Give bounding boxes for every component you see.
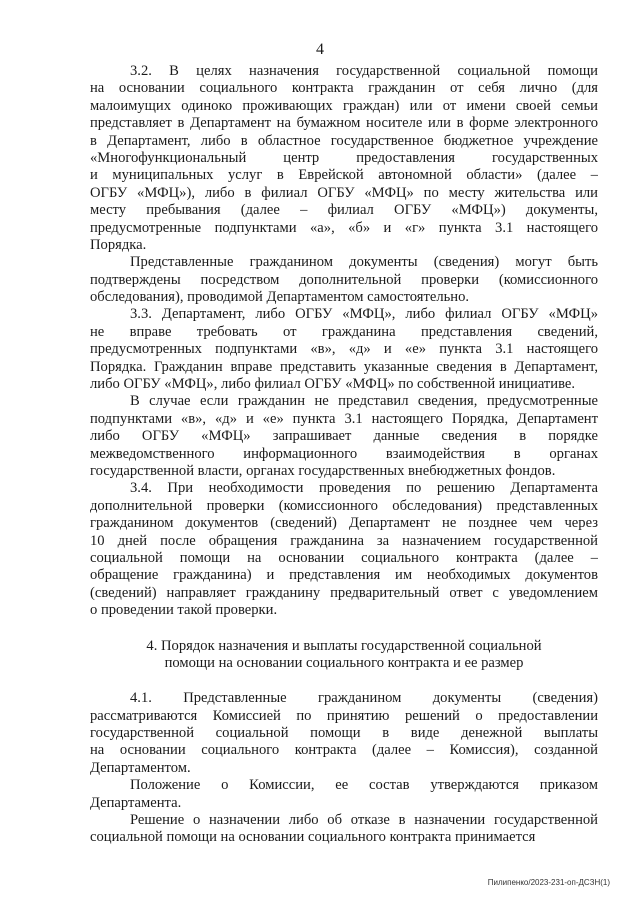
text-line: не вправе требовать от гражданина представления сведений, [90,323,598,340]
text-line: месту пребывания (далее – филиал ОГБУ «МФЦ») документы, [90,202,598,219]
text-line: предусмотренных подпунктами «в», «д» и «е» пункта 3.1 настоящего [90,341,598,358]
text-line: на основании социального контракта гражданин от себя лично (для [90,80,598,97]
text-line: либо ОГБУ «МФЦ», либо филиал ОГБУ «МФЦ» по собственной инициативе. [90,376,576,393]
paragraph [90,63,598,254]
text-line: дополнительной проверки (комиссионного обследования) представленных [90,497,598,514]
paragraph [90,812,598,847]
text-line: Решение о назначении либо об отказе в назначении государственной [130,812,598,829]
paragraph [90,480,598,619]
text-line: 3.3. Департамент, либо ОГБУ «МФЦ», либо филиал ОГБУ «МФЦ» [130,306,598,323]
text-line: Порядка. Гражданин вправе представить указанные сведения в Департамент, [90,358,598,375]
text-line: (сведений) направляет гражданину предварительный ответ с уведомлением [90,584,598,601]
text-line: либо ОГБУ «МФЦ» запрашивает данные сведения в порядке [90,428,598,445]
text-line: подтверждены посредством дополнительной проверки (комиссионного [90,271,598,288]
section-heading [90,638,598,673]
text-line: социальной помощи на основании социального контракта (далее – [90,549,598,566]
heading-line: 4. Порядок назначения и выплаты государственной социальной [146,637,542,654]
text-line: 4.1. Представленные гражданином документы (сведения) [130,690,598,707]
text-line: гражданином документов (сведений) Департамент не позднее чем через [90,515,598,532]
text-line: социальной помощи на основании социального контракта принимается [90,829,536,846]
text-line: Порядка. [90,236,147,253]
text-line: и муниципальных услуг в Еврейской автономной области» (далее – [90,167,598,184]
page-number: 4 [316,41,324,58]
paragraph [90,690,598,777]
paragraph [90,306,598,393]
text-line: о проведении такой проверки. [90,602,278,619]
paragraph [90,254,598,306]
text-line: обращение гражданина) и представления им необходимых документов [90,567,598,584]
text-line: 3.4. При необходимости проведения по решению Департамента [130,480,598,497]
text-line: межведомственного информационного взаимодействия в органах [90,445,598,462]
text-line: государственной социальной помощи в виде денежной выплаты [90,725,598,742]
text-line: обследования), проводимой Департаментом самостоятельно. [90,289,470,306]
heading-line: помощи на основании социального контракта и ее размер [164,654,524,671]
text-line: предусмотренные подпунктами «а», «б» и «г» пункта 3.1 настоящего [90,219,598,236]
text-line: государственной власти, органах государственных внебюджетных фондов. [90,462,556,479]
text-line: рассматриваются Комиссией по принятию решений о предоставлении [90,707,598,724]
text-line: подпунктами «в», «д» и «е» пункта 3.1 настоящего Порядка, Департамент [90,410,598,427]
text-line: Положение о Комиссии, ее состав утверждаются приказом [130,777,598,794]
document-body [90,63,598,847]
text-line: «Многофункциональный центр предоставления государственных [90,149,598,166]
paragraph [90,393,598,480]
text-line: Департаментом. [90,759,191,776]
paragraph [90,777,598,812]
text-line: в Департамент, либо в областное государственное бюджетное учреждение [90,132,598,149]
text-line: 3.2. В целях назначения государственной социальной помощи [130,63,598,79]
text-line: Департамента. [90,794,182,811]
text-line: малоимущих одиноко проживающих граждан) или от имени своей семьи [90,97,598,114]
text-line: 10 дней после обращения гражданина за назначением государственной [90,532,598,549]
text-line: представляет в Департамент на бумажном носителе или в форме электронного [90,115,598,132]
text-line: В случае если гражданин не представил сведения, предусмотренные [130,393,598,410]
footer-document-code: Пилипенко/2023-231-оп-ДСЗН(1) [487,878,610,887]
text-line: ОГБУ «МФЦ»), либо в филиал ОГБУ «МФЦ» по месту жительства или [90,184,598,201]
text-line: на основании социального контракта (далее – Комиссия), созданной [90,742,598,759]
text-line: Представленные гражданином документы (сведения) могут быть [130,254,598,271]
